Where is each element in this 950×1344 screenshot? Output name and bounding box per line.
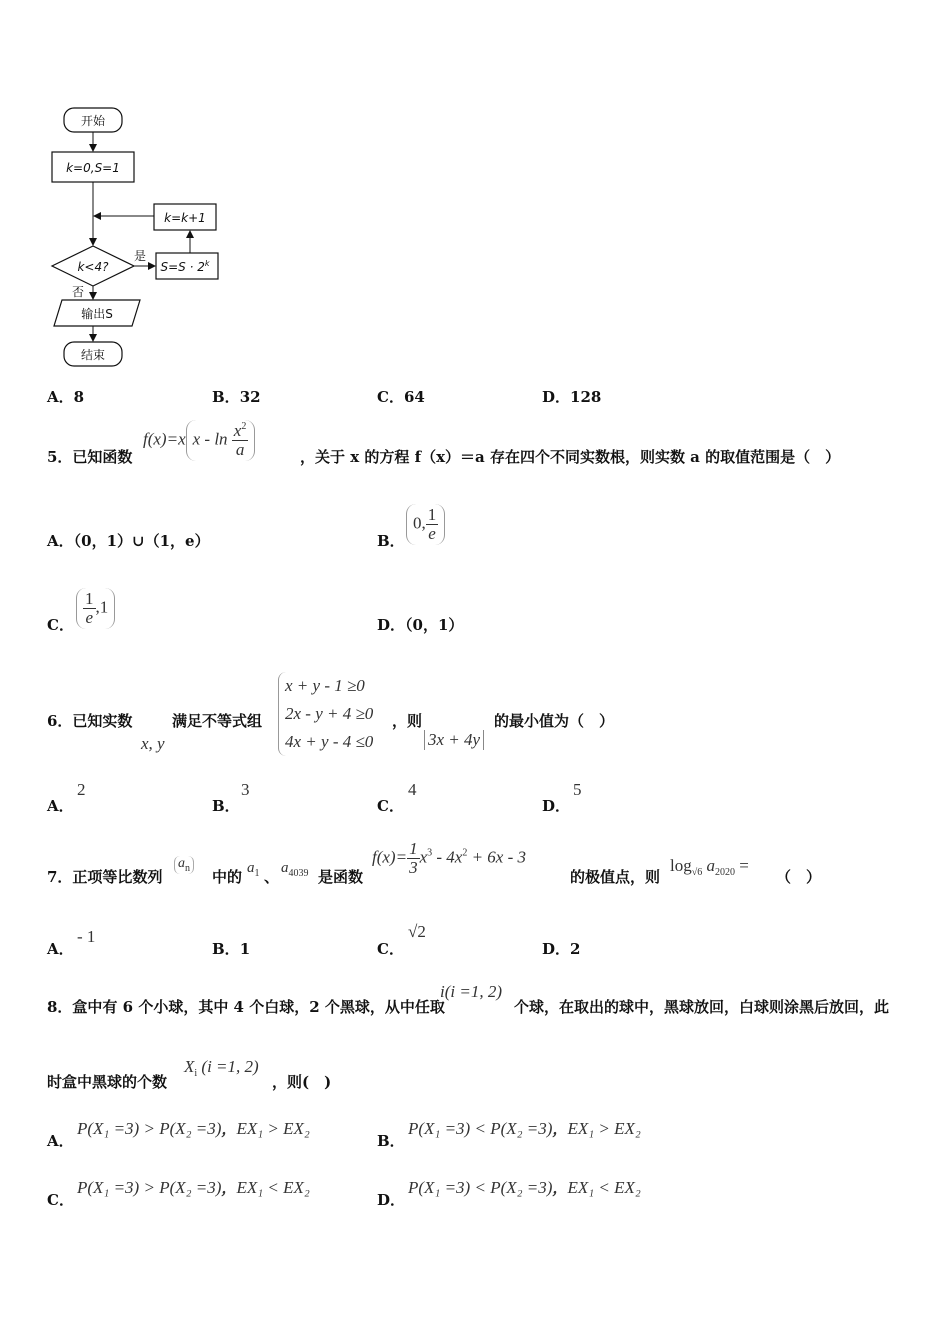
q6-suffix: 的最小值为（ ） [494,712,615,730]
q6-target: 3x + 4y [424,730,484,750]
q5-option-d[interactable]: D．（0，1） [377,616,464,634]
q5-suffix: ，关于 x 的方程 f（x）＝a 存在四个不同实数根，则实数 a 的取值范围是（ ） [300,448,841,466]
q6-option-c-letter[interactable]: C． [377,797,404,815]
q7-option-d[interactable]: D．2 [542,940,581,958]
q8-option-c-value: P(X₁ =3) > P(X₂ =3)，EX₁ < EX₂ [77,1178,310,1197]
update-label: $S=S \cdot 2^k$ [160,259,210,274]
start-label: 开始 [80,114,106,128]
q7-mid3: 的极值点，则 [570,868,661,886]
q6-option-b-letter[interactable]: B． [212,797,240,815]
flowchart [40,100,240,375]
q6-ineq3: 4x + y - 4 ≤0 [285,732,374,751]
q6-ineq2: 2x - y + 4 ≥0 [285,704,374,723]
q8-line2-prefix: 时盒中黑球的个数 [47,1073,168,1091]
q8-line1-prefix: 8．盒中有 6 个小球，其中 4 个白球，2 个黑球，从中任取 [47,998,445,1016]
q4-option-b[interactable]: B．32 [212,388,261,406]
q4-option-d[interactable]: D．128 [542,388,602,406]
q7-prefix: 7．正项等比数列 [47,868,163,886]
q5-option-a[interactable]: A．（0，1）∪（1，e） [47,532,210,550]
output-label: 输出S [81,307,113,321]
q5-option-b-value: 0, $\frac{1}{e}$ [406,504,445,545]
q6-option-c-value: 4 [408,780,417,799]
q7-sequence: $a_n$ [174,856,194,874]
q8-option-b-value: P(X₁ =3) < P(X₂ =3)，EX₁ > EX₂ [408,1119,641,1138]
q5-prefix: 5．已知函数 [47,448,133,466]
q6-ineq1: x + y - 1 ≥0 [285,676,365,695]
q8-option-d-letter[interactable]: D． [377,1191,406,1209]
q6-option-a-letter[interactable]: A． [47,797,74,815]
q6-option-d-letter[interactable]: D． [542,797,571,815]
q7-mid2: 是函数 [318,868,364,886]
q7-option-b[interactable]: B．1 [212,940,251,958]
increment-label: k=k+1 [164,211,206,225]
q8-option-a-letter[interactable]: A． [47,1132,74,1150]
q7-mid1: 中的 [212,868,243,886]
condition-label: k<4? [77,260,109,274]
q6-then: ，则 [392,712,423,730]
q6-system [278,672,373,756]
q8-line1-cond: i(i =1, 2) [440,982,503,1001]
q5-option-b-letter[interactable]: B． [377,532,405,550]
q8-option-b-letter[interactable]: B． [377,1132,405,1150]
q7-sep: 、 [264,868,280,886]
no-label: 否 [72,285,85,299]
end-label: 结束 [80,348,106,362]
q8-line2-cond: $X_i$ (i =1, 2) [184,1057,259,1079]
init-label: k=0,S=1 [66,161,120,175]
q7-option-a-letter[interactable]: A． [47,940,74,958]
q5-function: f(x)=x x - ln $\frac{x^2}{a}$ [143,420,255,461]
q6-vars: x, y [141,734,165,753]
q5-option-c-value: $\frac{1}{e}$ ,1 [76,588,115,629]
q8-line1-suffix: 个球，在取出的球中，黑球放回，白球则涂黑后放回，此 [514,998,890,1016]
q7-log: $\log_{√6} a_{2020}$ = [670,856,749,878]
q7-a1: $a_1$ [247,860,260,879]
yes-label: 是 [134,249,147,263]
q8-option-c-letter[interactable]: C． [47,1191,74,1209]
q5-option-c-letter[interactable]: C． [47,616,74,634]
q4-option-a[interactable]: A．8 [47,388,85,406]
q8-line2-suffix: ，则( ) [272,1073,332,1091]
q7-a4039: $a_{4039}$ [281,860,309,879]
q8-option-a-value: P(X₁ =3) > P(X₂ =3)，EX₁ > EX₂ [77,1119,310,1138]
q4-option-c[interactable]: C．64 [377,388,425,406]
q7-suffix: （ ） [776,868,822,886]
q6-option-b-value: 3 [241,780,250,799]
q7-function: f(x)= $\frac{1}{3}$ $x^3 - 4x^2 + 6x - 3$ [372,839,527,877]
q7-option-c-value: √2 [408,922,426,941]
q6-mid: 满足不等式组 [172,712,263,730]
q7-option-c-letter[interactable]: C． [377,940,404,958]
q6-option-a-value: 2 [77,780,86,799]
q8-option-d-value: P(X₁ =3) < P(X₂ =3)，EX₁ < EX₂ [408,1178,641,1197]
q7-option-a-value: - 1 [77,927,96,946]
q6-prefix: 6．已知实数 [47,712,133,730]
q6-option-d-value: 5 [573,780,582,799]
